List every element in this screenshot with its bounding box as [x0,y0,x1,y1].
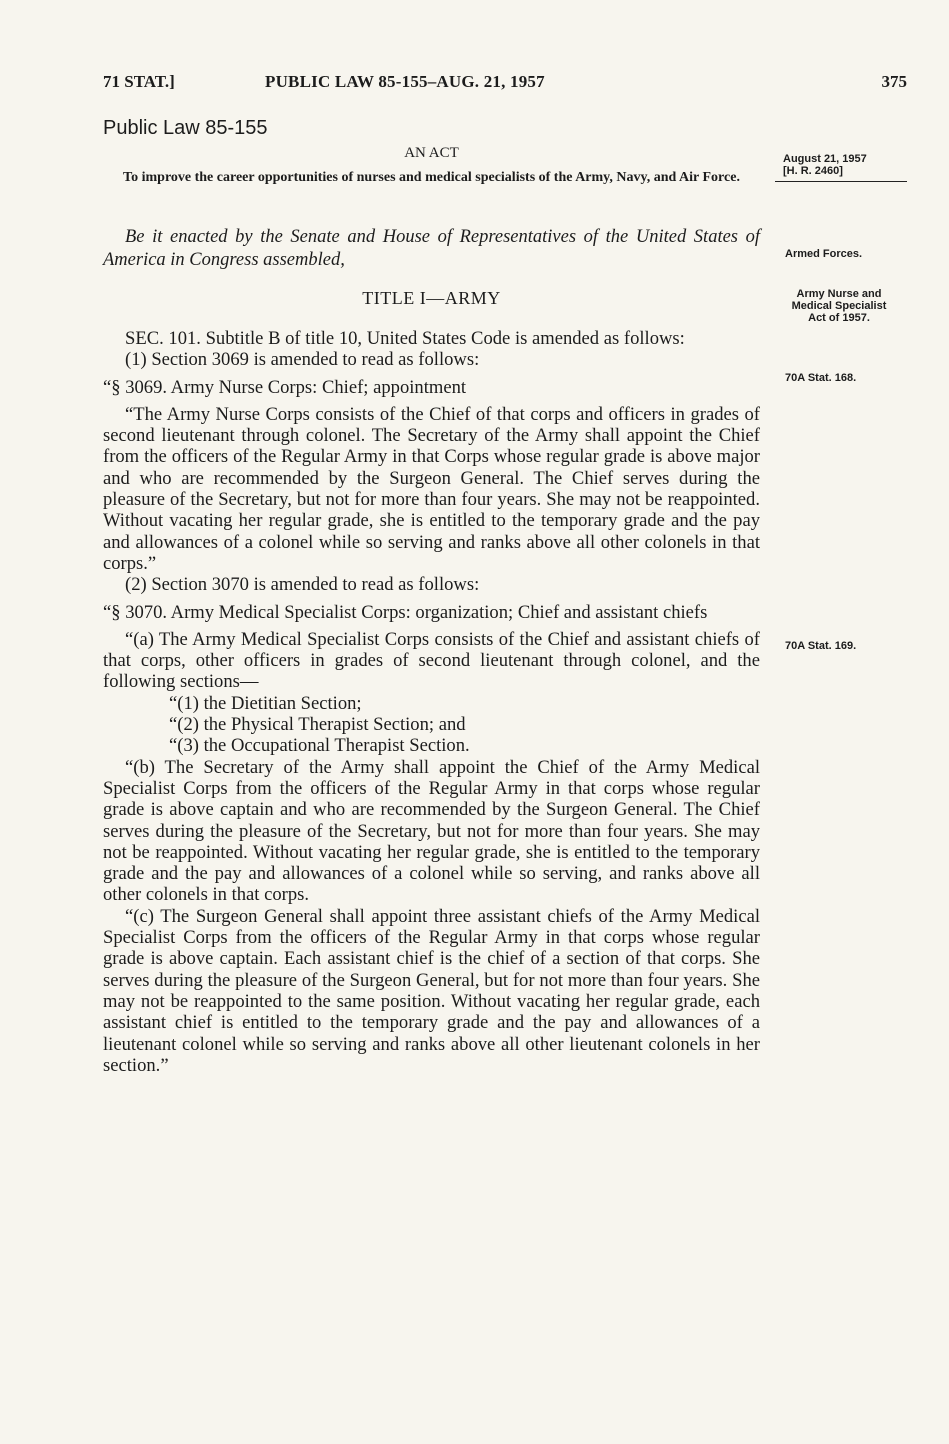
item-1: (1) Section 3069 is amended to read as follows: [125,349,480,371]
title-heading: TITLE I—ARMY [362,288,501,308]
subsection-b: “(b) The Secretary of the Army shall appoint the Chief of the Army Medical Specialist Corps from the officers of the Regular Army in that corps whose regular grade is above captain and who are recommended by the Surgeon General. The Chief serves during the pleasure of the Secretary, but not for more than four years. She may not be reappointed. Without vacating her regular grade, she is entitled to the temporary grade and the pay and allowances of a colonel while so serving, and ranks above all other colonels in that corps. [103,756,760,906]
margin-stat-169: 70A Stat. 169. [785,640,857,652]
section-3069-heading: “§ 3069. Army Nurse Corps: Chief; appointment [103,376,467,398]
margin-rule [775,181,907,182]
item-2: (2) Section 3070 is amended to read as follows: [125,574,480,596]
running-header [103,72,907,102]
enactment-date: August 21, 1957 [783,153,867,165]
section-3069-text: “The Army Nurse Corps consists of the Chief of that corps and officers in grades of second lieutenant through colonel. The Secretary of the Army shall appoint the Chief from the officers of the Regular Army in that Corps whose regular grade is above major and who are recommended by the Surgeon General. The Chief serves during the pleasure of the Secretary, but not for more than four years. She may not be reappointed. Without vacating her regular grade, she is entitled to the temporary grade and the pay and allowances of a colonel while so serving and ranks above all other colonels in that corps.” [103,403,760,574]
section-101: SEC. 101. Subtitle B of title 10, United States Code is amended as follows: [125,328,685,349]
section-3070-heading: “§ 3070. Army Medical Specialist Corps: organization; Chief and assistant chiefs [103,601,708,623]
margin-date-note [783,153,867,177]
clause-3: “(3) the Occupational Therapist Section. [169,735,470,757]
statute-body [103,328,760,1076]
clause-2: “(2) the Physical Therapist Section; and [169,714,466,736]
margin-act-name [769,288,909,324]
act-name-line-3: Act of 1957. [808,312,870,324]
page-number: 375 [881,72,907,91]
enacting-clause: Be it enacted by the Senate and House of Representatives of the United States of America in Congress assembled, [103,227,760,270]
subsection-a: “(a) The Army Medical Specialist Corps consists of the Chief and assistant chiefs of that corps, other officers in grades of second lieutenant through colonel, and the following sections— [103,628,760,693]
clause-1: “(1) the Dietitian Section; [169,692,362,714]
law-title: Public Law 85-155 [103,117,268,139]
margin-stat-168: 70A Stat. 168. [785,372,857,384]
act-heading: AN ACT [404,145,459,161]
act-name-line-2: Medical Specialist [791,300,887,312]
subsection-c: “(c) The Surgeon General shall appoint three assistant chiefs of the Army Medical Specialist Corps from the officers of the Regular Army in that corps whose regular grade is above captain. Each assistant chief is the chief of a section of that corps. She serves during the pleasure of the Surgeon General, but for not more than four years. She may not be reappointed to the same position. Without vacating her regular grade, each assistant chief is entitled to the temporary grade and the pay and allowances of a lieutenant colonel while so serving and ranks above all other lieutenant colonels in her section.” [103,905,760,1076]
header-law-citation: PUBLIC LAW 85-155–AUG. 21, 1957 [265,72,545,91]
statute-volume: 71 STAT.] [103,72,175,91]
margin-armed-forces: Armed Forces. [785,248,863,260]
act-purpose: To improve the career opportunities of nurses and medical specialists of the Army, Navy, and Air Force. [123,170,740,185]
bill-number: [H. R. 2460] [783,165,843,177]
act-name-line-1: Army Nurse and [796,288,882,300]
